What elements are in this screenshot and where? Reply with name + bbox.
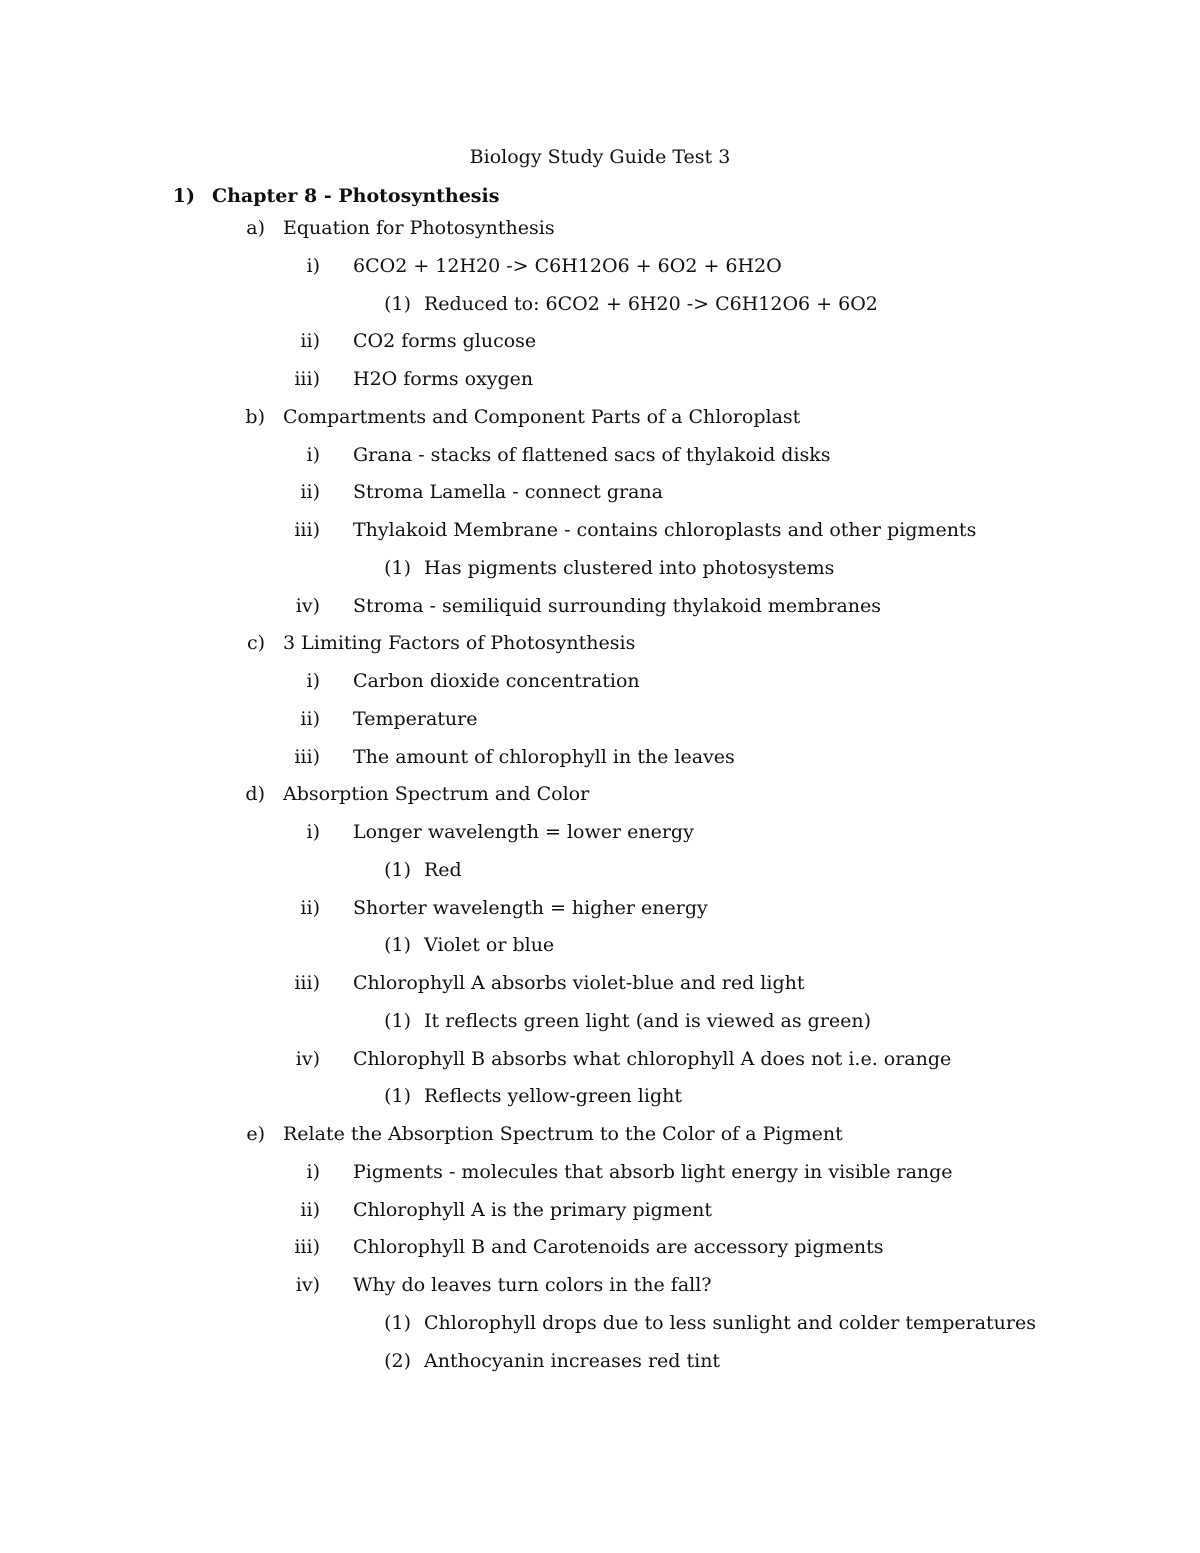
outline-subitem-text: Has pigments clustered into photosystems [424, 557, 835, 579]
outline-item-marker: iii) [294, 519, 320, 541]
outline-item-text: Temperature [353, 708, 478, 730]
outline-subitem-marker: (1) [384, 1010, 411, 1032]
outline-item-marker: i) [306, 255, 320, 277]
outline-item-marker: iii) [294, 1236, 320, 1258]
outline-item-marker: iv) [295, 1048, 320, 1070]
outline-subitem-marker: (1) [384, 1085, 411, 1107]
outline-subitem-text: Reflects yellow-green light [424, 1085, 682, 1107]
outline-item-marker: iv) [295, 1274, 320, 1296]
document-title: Biology Study Guide Test 3 [469, 146, 731, 168]
outline-subitem-marker: (2) [384, 1350, 411, 1372]
section-item-text: 3 Limiting Factors of Photosynthesis [283, 632, 636, 654]
outline-item-text: Why do leaves turn colors in the fall? [353, 1274, 712, 1296]
outline-subitem-text: Reduced to: 6CO2 + 6H20 -> C6H12O6 + 6O2 [424, 293, 878, 315]
section-item-marker: c) [246, 632, 265, 654]
outline-subitem-marker: (1) [384, 859, 411, 881]
outline-item-text: Chlorophyll A is the primary pigment [353, 1199, 712, 1221]
outline-item-text: Stroma Lamella - connect grana [353, 481, 663, 503]
outline-item-marker: ii) [300, 481, 320, 503]
outline-item-marker: iii) [294, 746, 320, 768]
outline-item-marker: i) [306, 1161, 320, 1183]
outline-item-marker: i) [306, 821, 320, 843]
outline-item-text: Grana - stacks of flattened sacs of thylakoid disks [353, 444, 831, 466]
outline-item-text: Stroma - semiliquid surrounding thylakoid membranes [353, 595, 882, 617]
outline-subitem-marker: (1) [384, 557, 411, 579]
section-item-text: Absorption Spectrum and Color [283, 783, 590, 805]
outline-subitem-marker: (1) [384, 1312, 411, 1334]
outline-item-text: 6CO2 + 12H20 -> C6H12O6 + 6O2 + 6H2O [353, 255, 782, 277]
outline-item-text: CO2 forms glucose [353, 330, 537, 352]
outline-item-text: Carbon dioxide concentration [353, 670, 640, 692]
outline-subitem-text: Chlorophyll drops due to less sunlight and colder temperatures [424, 1312, 1036, 1334]
outline-item-marker: ii) [300, 1199, 320, 1221]
outline-item-marker: iii) [294, 972, 320, 994]
section-item-marker: b) [245, 406, 265, 428]
section-item-text: Relate the Absorption Spectrum to the Color of a Pigment [283, 1123, 843, 1145]
outline-item-marker: ii) [300, 708, 320, 730]
outline-item-marker: iv) [295, 595, 320, 617]
outline-item-text: Pigments - molecules that absorb light energy in visible range [353, 1161, 953, 1183]
outline-subitem-marker: (1) [384, 293, 411, 315]
section-item-marker: a) [246, 217, 265, 239]
outline-item-marker: iii) [294, 368, 320, 390]
chapter-title: Chapter 8 - Photosynthesis [212, 185, 500, 207]
section-item-marker: e) [246, 1123, 265, 1145]
outline-item-marker: i) [306, 670, 320, 692]
outline-item-text: Longer wavelength = lower energy [353, 821, 694, 843]
section-item-marker: d) [245, 783, 265, 805]
outline-item-text: Chlorophyll A absorbs violet-blue and red light [353, 972, 805, 994]
outline-item-text: Chlorophyll B and Carotenoids are accessory pigments [353, 1236, 884, 1258]
section-item-text: Equation for Photosynthesis [283, 217, 555, 239]
outline-item-text: H2O forms oxygen [353, 368, 534, 390]
section-item-text: Compartments and Component Parts of a Chloroplast [283, 406, 801, 428]
outline-item-text: Thylakoid Membrane - contains chloroplasts and other pigments [353, 519, 977, 541]
outline-item-marker: i) [306, 444, 320, 466]
outline-item-marker: ii) [300, 330, 320, 352]
outline-item-text: Shorter wavelength = higher energy [353, 897, 708, 919]
outline-subitem-text: Red [424, 859, 462, 881]
outline-subitem-text: Anthocyanin increases red tint [424, 1350, 721, 1372]
outline-item-text: Chlorophyll B absorbs what chlorophyll A does not i.e. orange [353, 1048, 952, 1070]
chapter-marker: 1) [172, 185, 195, 207]
outline-item-text: The amount of chlorophyll in the leaves [353, 746, 735, 768]
outline-subitem-marker: (1) [384, 934, 411, 956]
outline-subitem-text: Violet or blue [424, 934, 555, 956]
outline-item-marker: ii) [300, 897, 320, 919]
outline-subitem-text: It reflects green light (and is viewed as green) [424, 1010, 872, 1032]
